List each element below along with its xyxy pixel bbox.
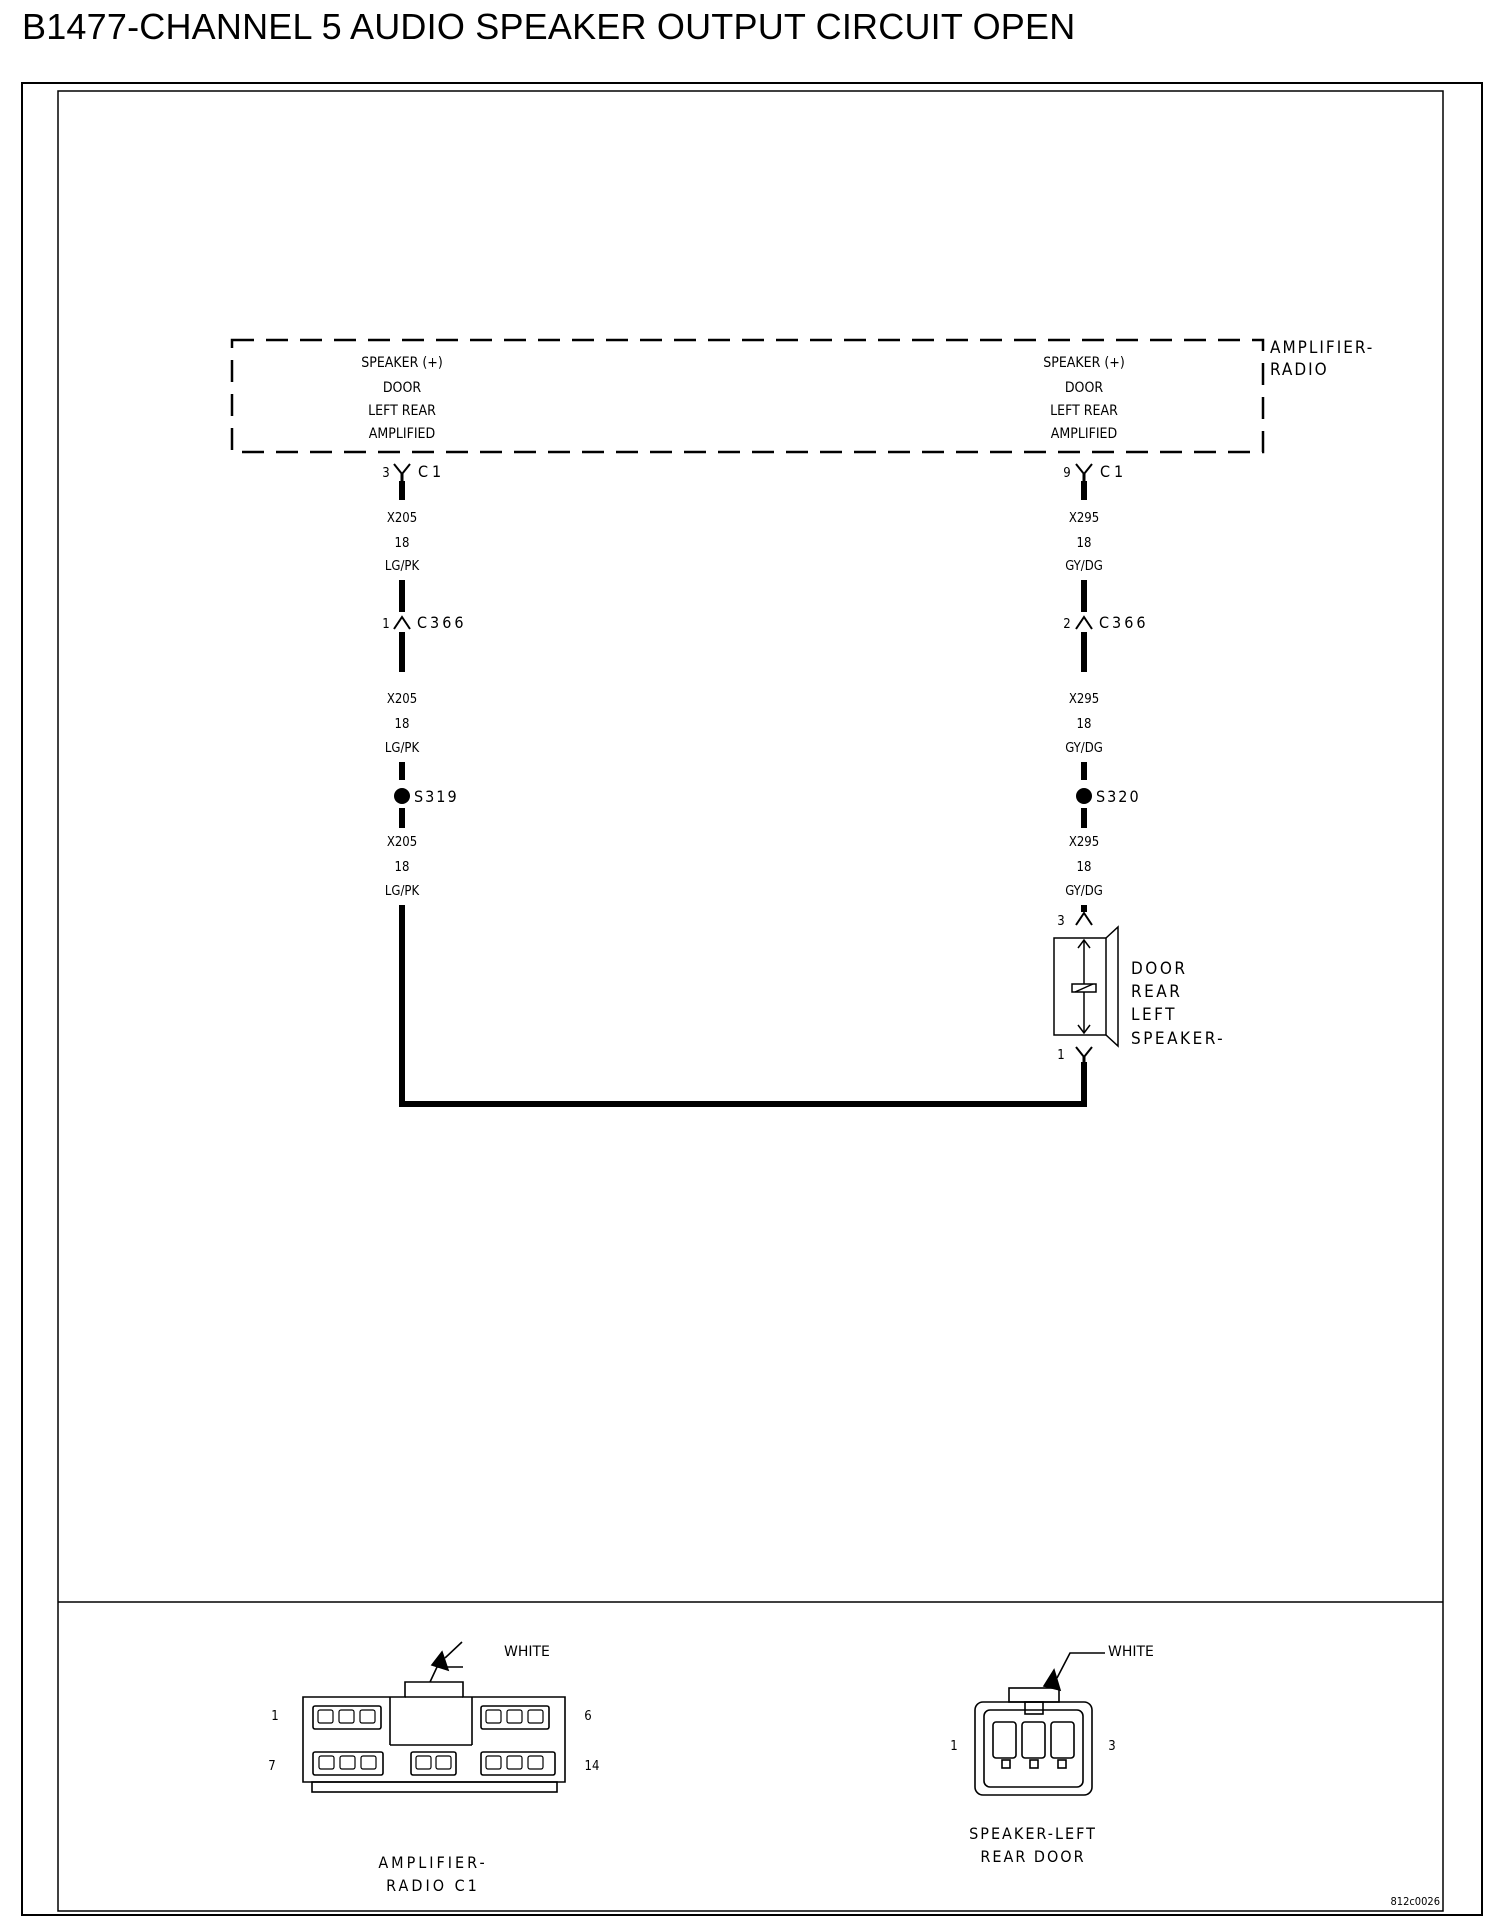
left-c366-pin: 1 [382, 617, 390, 632]
amp-c1-pin-14: 14 [584, 1759, 600, 1774]
right-seg3-label [1065, 835, 1103, 899]
speaker-conn-color-label: WHITE [1108, 1644, 1154, 1660]
right-seg3-circuit: X295 [1068, 835, 1100, 850]
right-func-line1: SPEAKER (+) [1043, 355, 1125, 371]
left-func-line2: DOOR [382, 380, 422, 396]
figure-id: 812c0026 [1390, 1895, 1440, 1908]
amp-c1-pin-1: 1 [271, 1709, 279, 1724]
speaker-name [1131, 959, 1225, 1049]
left-seg2-gauge: 18 [394, 717, 410, 732]
left-seg3-circuit: X205 [386, 835, 418, 850]
right-seg2-circuit: X295 [1068, 692, 1100, 707]
right-seg2-label [1065, 692, 1103, 756]
left-c1-label: C1 [418, 462, 446, 481]
right-c1-pin: 9 [1063, 466, 1071, 481]
amplifier-name-line2: RADIO [1270, 360, 1329, 380]
left-seg3-color: LG/PK [384, 884, 420, 899]
speaker-bottom-pin: 1 [1057, 1048, 1065, 1063]
speaker-top-connector-symbol [1076, 913, 1092, 925]
right-func-line2: DOOR [1064, 380, 1104, 396]
speaker-top-pin: 3 [1057, 914, 1065, 929]
left-seg2-circuit: X205 [386, 692, 418, 707]
right-seg3-gauge: 18 [1076, 860, 1092, 875]
speaker-conn-pin-3: 3 [1108, 1739, 1116, 1754]
left-seg3-gauge: 18 [394, 860, 410, 875]
speaker-bottom-connector-symbol [1076, 1047, 1092, 1057]
speaker-connector-face [975, 1653, 1105, 1795]
right-c1-label: C1 [1100, 462, 1128, 481]
left-seg2-label [385, 692, 420, 756]
left-c366-connector-symbol [394, 617, 410, 629]
left-func-line1: SPEAKER (+) [361, 355, 443, 371]
right-splice-dot [1076, 788, 1092, 804]
right-c366-pin: 2 [1063, 617, 1071, 632]
amp-c1-pin-7: 7 [268, 1759, 276, 1774]
left-func-line3: LEFT REAR [368, 403, 436, 419]
speaker-conn-name-line2: REAR DOOR [980, 1847, 1086, 1866]
speaker-name-line1: DOOR [1131, 959, 1188, 979]
speaker-name-line2: REAR [1131, 982, 1183, 1002]
right-func-line3: LEFT REAR [1050, 403, 1118, 419]
speaker-conn-name-line1: SPEAKER-LEFT [969, 1824, 1097, 1843]
amp-c1-pin-6: 6 [584, 1709, 592, 1724]
amplifier-name-line1: AMPLIFIER- [1270, 338, 1375, 358]
amp-c1-color-label: WHITE [504, 1644, 550, 1660]
amp-c1-name-line1: AMPLIFIER- [378, 1853, 488, 1872]
right-seg2-gauge: 18 [1076, 717, 1092, 732]
speaker-name-line3: LEFT [1131, 1005, 1178, 1025]
left-func-line4: AMPLIFIED [368, 426, 436, 442]
inner-frame [58, 91, 1443, 1911]
speaker-name-line4: SPEAKER- [1131, 1029, 1226, 1049]
left-seg1-label [385, 511, 420, 574]
right-splice-label: S320 [1096, 787, 1141, 806]
right-pin-function [1043, 355, 1125, 442]
left-circuit-wire [399, 481, 1087, 1104]
right-seg1-gauge: 18 [1076, 536, 1092, 551]
amp-c1-cavities [318, 1710, 543, 1769]
left-c1-pin: 3 [382, 466, 390, 481]
left-seg1-circuit: X205 [386, 511, 418, 526]
left-pin-function [361, 355, 443, 442]
left-c1-connector-symbol [394, 464, 410, 474]
right-seg1-label [1065, 511, 1103, 574]
right-c366-label: C366 [1099, 613, 1149, 632]
right-c366-connector-symbol [1076, 617, 1092, 629]
speaker-icon [1054, 927, 1118, 1046]
right-c1-connector-symbol [1076, 464, 1092, 474]
left-seg2-color: LG/PK [384, 741, 420, 756]
amp-c1-name-line2: RADIO C1 [386, 1876, 480, 1895]
left-c366-label: C366 [417, 613, 467, 632]
left-splice-label: S319 [414, 787, 459, 806]
speaker-conn-pin-1: 1 [950, 1739, 958, 1754]
left-seg3-label [385, 835, 420, 899]
left-splice-dot [394, 788, 410, 804]
right-seg1-circuit: X295 [1068, 511, 1100, 526]
right-func-line4: AMPLIFIED [1050, 426, 1118, 442]
left-seg1-color: LG/PK [384, 559, 420, 574]
left-seg1-gauge: 18 [394, 536, 410, 551]
outer-frame [22, 83, 1482, 1915]
right-seg3-color: GY/DG [1065, 884, 1103, 899]
right-seg1-color: GY/DG [1065, 559, 1103, 574]
right-seg2-color: GY/DG [1065, 741, 1103, 756]
page-title: B1477-CHANNEL 5 AUDIO SPEAKER OUTPUT CIRCUIT OPEN [22, 6, 1076, 47]
